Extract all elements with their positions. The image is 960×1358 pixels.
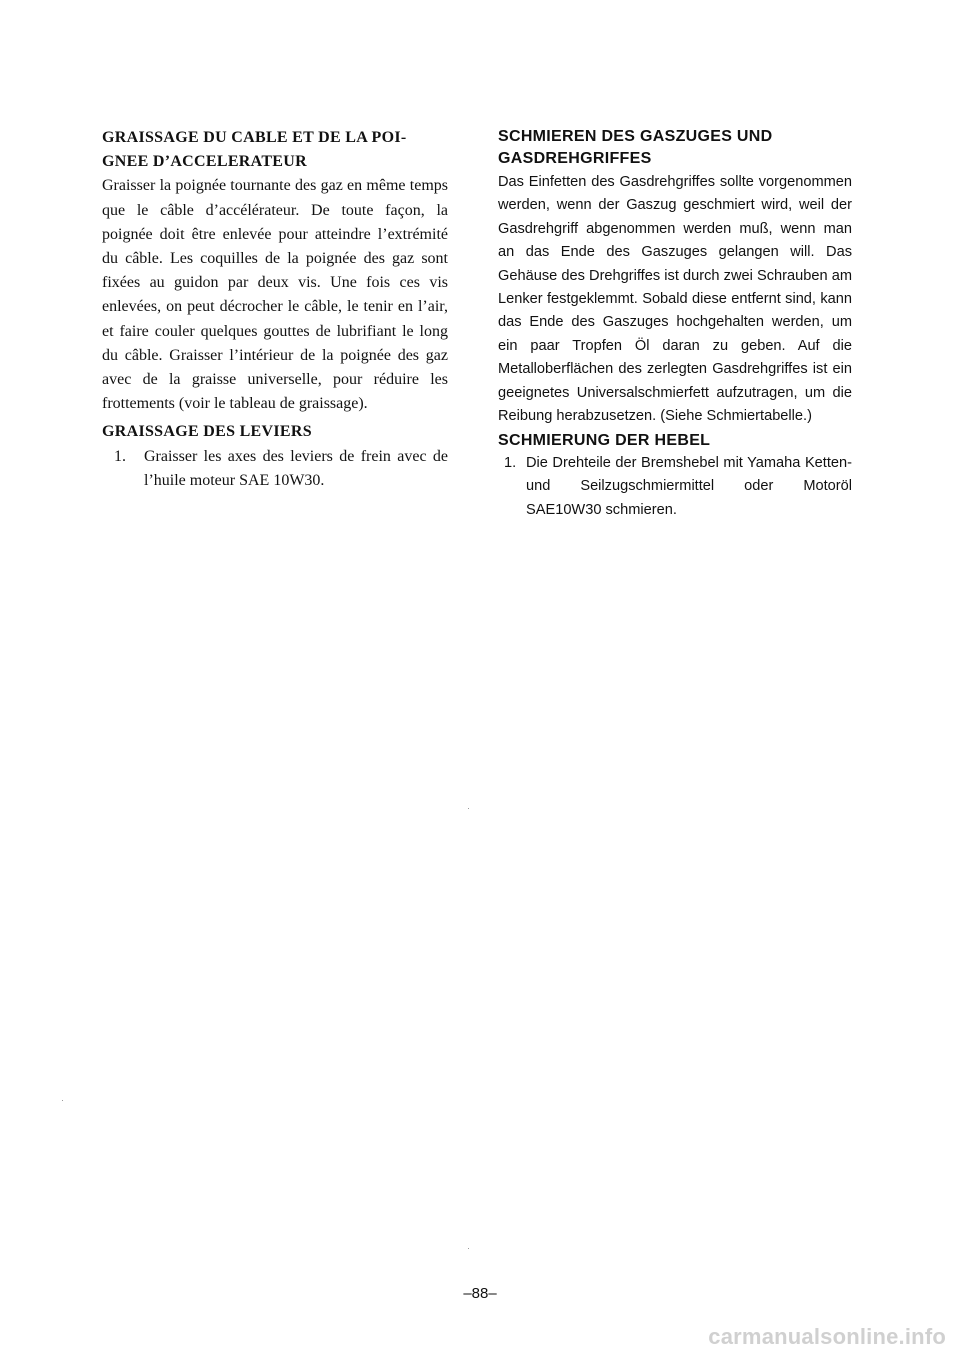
scan-speck bbox=[62, 1100, 63, 1101]
german-list-item-1 bbox=[498, 452, 852, 522]
french-list-text: Graisser les axes des leviers de frein avec de l’huile moteur SAE 10W30. bbox=[144, 447, 448, 489]
french-heading-throttle-cable: GRAISSAGE DU CABLE ET DE LA POI-GNEE D’ACCELERATEUR bbox=[102, 129, 407, 171]
scan-speck bbox=[468, 808, 469, 809]
german-column bbox=[498, 126, 852, 522]
french-list-item-1 bbox=[102, 445, 448, 493]
german-list-text: Die Drehteile der Bremshebel mit Yamaha Ketten- und Seilzugschmiermittel oder Motoröl SAE10W30 schmieren. bbox=[526, 454, 852, 518]
german-list-number: 1. bbox=[504, 454, 517, 471]
page-number: –88– bbox=[463, 1285, 497, 1302]
german-heading-levers: SCHMIERUNG DER HEBEL bbox=[498, 432, 711, 450]
french-paragraph-throttle-cable: Graisser la poignée tournante des gaz en même temps que le câble d’accélérateur. De toute façon, la poignée doit être enlevée pour atteindre l’extrémité du câble. Les coquilles de la poignée des gaz sont fixées au guidon par deux vis. Une fois ces vis enlevées, on peut décrocher le câble, le tenir en l’air, et faire couler quelques gouttes de lubrifiant le long du câble. Graisser l’intérieur de la poignée des gaz avec de la graisse universelle, pour réduire les frottements (voir le tableau de graissage). bbox=[102, 177, 448, 413]
german-paragraph-throttle-cable: Das Einfetten des Gasdrehgriffes sollte vorgenommen werden, wenn der Gaszug geschmiert wird, weil der Gasdrehgriff abgenommen werden muß, wenn man an das Ende des Gaszuges gelangen will. Das Gehäuse des Drehgriffes ist durch zwei Schrauben am Lenker festgeklemmt. Sobald diese entfernt sind, kann das Ende des Gaszuges hochgehalten werden, um ein paar Tropfen Öl daran zu geben. Auf die Metalloberflächen des zerlegten Gasdrehgriffes ist ein geeignetes Universalschmierfett aufzutragen, um die Reibung herabzusetzen. (Siehe Schmiertabelle.) bbox=[498, 174, 852, 425]
german-heading-throttle-cable: SCHMIEREN DES GASZUGES UND GASDREHGRIFFES bbox=[498, 128, 773, 167]
french-list-number: 1. bbox=[114, 447, 126, 465]
french-heading-levers: GRAISSAGE DES LEVIERS bbox=[102, 423, 312, 441]
watermark: carmanualsonline.info bbox=[708, 1324, 946, 1349]
scan-speck bbox=[468, 1248, 469, 1249]
french-column bbox=[102, 126, 448, 493]
